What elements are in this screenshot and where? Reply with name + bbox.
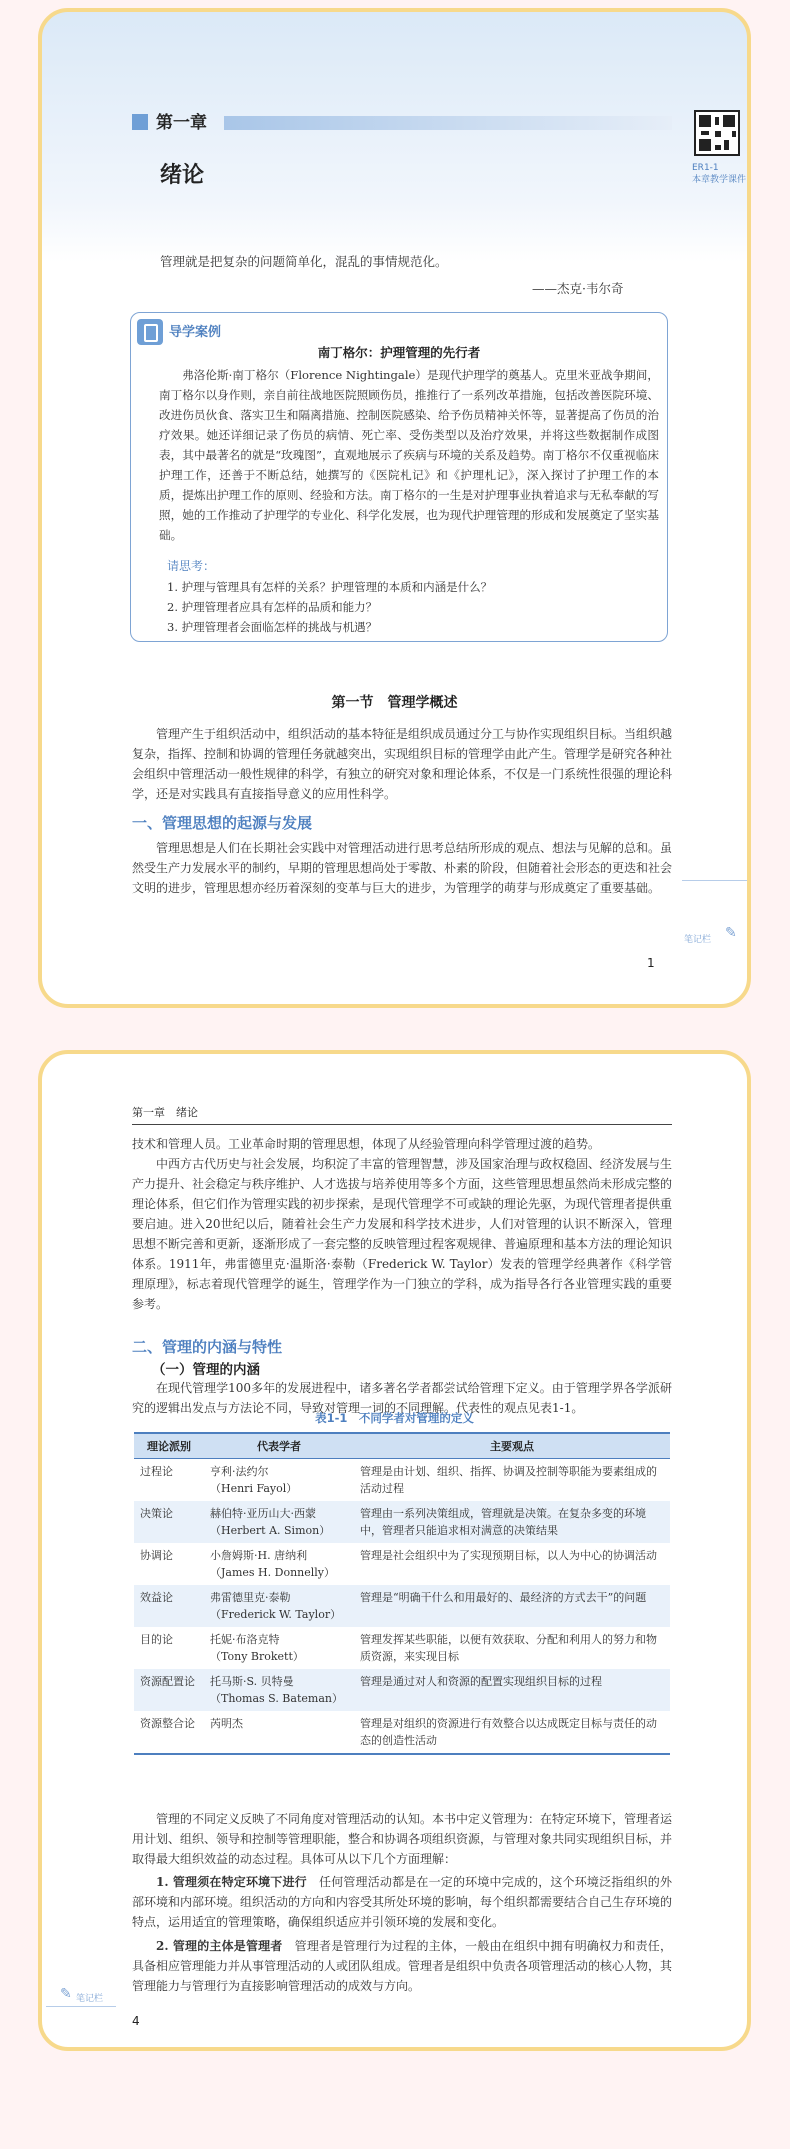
school-cell: 过程论: [140, 1465, 173, 1478]
table-row: [134, 1501, 670, 1543]
scholar-name-en: （Thomas S. Bateman）: [210, 1692, 343, 1705]
definition-paragraph: 在现代管理学100多年的发展进程中，诸多著名学者都尝试给管理下定义。由于管理学界各学派研究的逻辑出发点与方法论不同，导致对管理一词的不同理解。代表性的观点见表1-1。: [132, 1381, 672, 1415]
point-1-text: 任何管理活动都是在一定的环境中完成的，这个环境泛指组织的外部环境和内部环境。组织活动的方向和内容受其所处环境的影响，每个组织都需要结合自己生存环境的特点，运用适宜的管理策略，确保组织适应并引领环境的发展和变化。: [132, 1875, 673, 1929]
question-item: 3. 护理管理者会面临怎样的挑战与机遇？: [167, 620, 378, 634]
school-cell: 资源整合论: [140, 1717, 195, 1730]
scholar-name: 托妮·布洛克特: [210, 1633, 280, 1646]
table-header-row: [134, 1433, 670, 1459]
scholar-name-en: （Herbert A. Simon）: [210, 1524, 331, 1537]
table-row: [134, 1543, 670, 1585]
question-list: [167, 577, 647, 637]
school-cell: 目的论: [140, 1633, 173, 1646]
view-cell: 管理是对组织的资源进行有效整合以达成既定目标与责任的动态的创造性活动: [360, 1717, 657, 1747]
resource-label: 本章教学课件: [692, 175, 747, 185]
section-title: 第一节 管理学概述: [331, 695, 458, 711]
epigraph-quote: 管理就是把复杂的问题简单化，混乱的事情规范化。: [160, 254, 448, 269]
case-study-box: [130, 312, 668, 642]
qr-code-icon[interactable]: [694, 110, 740, 156]
continued-paragraph: 技术和管理人员。工业革命时期的管理思想，体现了从经验管理向科学管理过渡的趋势。: [132, 1137, 601, 1151]
question-item: 1. 护理与管理具有怎样的关系？护理管理的本质和内涵是什么？: [167, 580, 493, 594]
chapter-stripe: [224, 116, 672, 130]
scholar-cell: [204, 1501, 354, 1543]
scholar-cell: [204, 1459, 354, 1502]
table-header-cell: 主要观点: [490, 1440, 534, 1453]
epigraph-author: ——杰克·韦尔奇: [532, 281, 624, 296]
running-head: 第一章 绪论: [132, 1106, 198, 1119]
table-row: [134, 1459, 670, 1502]
scholar-name-en: （Tony Brokett）: [210, 1650, 304, 1663]
definition-table: [134, 1432, 670, 1755]
table-row: [134, 1711, 670, 1754]
question-item: 2. 护理管理者应具有怎样的品质和能力？: [167, 600, 378, 614]
table-header-cell: 理论派别: [147, 1440, 191, 1453]
note-label: 笔记栏: [684, 935, 712, 945]
point-1-title: 1. 管理须在特定环境下进行: [156, 1875, 307, 1889]
scholar-name-en: （Frederick W. Taylor）: [210, 1608, 342, 1621]
school-cell: 协调论: [140, 1549, 173, 1562]
scholar-cell: [204, 1585, 354, 1627]
scholar-name: 弗雷德里克·泰勒: [210, 1591, 291, 1604]
think-heading: 请思考：: [167, 559, 216, 573]
scholar-name: 托马斯·S. 贝特曼: [210, 1675, 294, 1688]
table-caption: 表1-1 不同学者对管理的定义: [315, 1411, 474, 1425]
pencil-icon: ✎: [725, 925, 737, 941]
chapter-header-bar: [132, 112, 672, 134]
scholar-name-en: （James H. Donnelly）: [210, 1566, 336, 1579]
sub-subsection-heading: （一）管理的内涵: [152, 1362, 260, 1378]
pencil-icon: ✎: [60, 1986, 72, 2002]
point-2-title: 2. 管理的主体是管理者: [156, 1939, 283, 1953]
school-cell: 决策论: [140, 1507, 173, 1520]
scholar-name: 芮明杰: [210, 1717, 243, 1730]
summary-paragraph: 管理的不同定义反映了不同角度对管理活动的认知。本书中定义管理为：在特定环境下，管理者运用计划、组织、领导和控制等管理职能，整合和协调各项组织资源，与管理对象共同实现组织目标，并取得最大组织效益的动态过程。具体可从以下几个方面理解：: [132, 1812, 673, 1866]
view-cell: 管理由一系列决策组成，管理就是决策。在复杂多变的环境中，管理者只能追求相对满意的决策结果: [360, 1507, 646, 1537]
scholar-name: 小詹姆斯·H. 唐纳利: [210, 1549, 308, 1562]
intro-paragraph: 管理产生于组织活动中，组织活动的基本特征是组织成员通过分工与协作实现组织目标。当组织越复杂，指挥、控制和协调的管理任务就越突出，实现组织目标的管理学由此产生。管理学是研究各种社会组织中管理活动一般性规律的科学，有独立的研究对象和理论体系，不仅是一门系统性很强的理论科学，还是对实践具有直接指导意义的应用性科学。: [132, 727, 673, 801]
document-icon: [137, 319, 163, 345]
note-divider: [46, 2006, 116, 2007]
scholar-name: 赫伯特·亚历山大·西蒙: [210, 1507, 316, 1520]
view-cell: 管理是通过对人和资源的配置实现组织目标的过程: [360, 1675, 602, 1688]
table-row: [134, 1669, 670, 1711]
point-1: [132, 1872, 672, 1932]
resource-code[interactable]: [692, 162, 751, 186]
scholar-name-en: （Henri Fayol）: [210, 1482, 298, 1495]
chapter-label: 第一章: [156, 113, 207, 133]
page-2: [38, 1050, 751, 2051]
note-divider: [682, 880, 751, 881]
point-2-text: 管理者是管理行为过程的主体，一般由在组织中拥有明确权力和责任，具备相应管理能力并从事管理活动的人或团队组成。管理者是组织中负责各项管理活动的核心人物，其管理能力与管理行为直接影响管理活动的成效与方向。: [132, 1939, 673, 1993]
case-text: 弗洛伦斯·南丁格尔（Florence Nightingale）是现代护理学的奠基人。克里米亚战争期间，南丁格尔以身作则，亲自前往战地医院照顾伤员，推推行了一系列改革措施，包括改善医院环境、改进伤员伙食、落实卫生和隔离措施、控制医院感染、给予伤员精神关怀等，显著提高了伤员的治疗效果。她还详细记录了伤员的病情、死亡率、受伤类型以及治疗效果，并将这些数据制作成图表，其中最著名的就是“玫瑰图”，直观地展示了疾病与环境的关系及趋势。南丁格尔不仅重视临床护理工作，还善于不断总结，她撰写的《医院札记》和《护理札记》，深入探讨了护理工作的本质，提炼出护理工作的原则、经验和方法。南丁格尔的一生是对护理事业执着追求与无私奉献的写照，她的工作推动了护理学的专业化、科学化发展，也为现代护理管理的形成和发展奠定了坚实基础。: [159, 368, 659, 542]
subsection-heading: 二、管理的内涵与特性: [132, 1338, 283, 1356]
origin-paragraph: 管理思想是人们在长期社会实践中对管理活动进行思考总结所形成的观点、想法与见解的总和。虽然受生产力发展水平的制约，早期的管理思想尚处于零散、朴素的阶段，但随着社会形态的更迭和社会文明的进步，管理思想亦经历着深刻的变革与巨大的进步，为管理学的萌芽与形成奠定了重要基础。: [132, 841, 673, 895]
note-label: 笔记栏: [76, 1994, 104, 2004]
table-row: [134, 1627, 670, 1669]
chapter-marker: [132, 114, 148, 130]
page-1: [38, 8, 751, 1008]
table-row: [134, 1585, 670, 1627]
point-2: [132, 1936, 672, 1996]
scholar-cell: [204, 1669, 354, 1711]
running-head-rule: [132, 1124, 672, 1125]
page-number: 4: [132, 2014, 140, 2028]
view-cell: 管理是社会组织中为了实现预期目标，以人为中心的协调活动: [360, 1549, 657, 1562]
school-cell: 效益论: [140, 1591, 173, 1604]
subsection-heading: 一、管理思想的起源与发展: [132, 814, 313, 832]
history-paragraph: 中西方古代历史与社会发展，均积淀了丰富的管理智慧，涉及国家治理与政权稳固、经济发展与生产力提升、社会稳定与秩序维护、人才选拔与培养使用等多个方面，这些管理思想虽然尚未形成完整的理论体系，但它们作为管理实践的初步探索，是现代管理学不可或缺的理论先驱，为现代管理者提供重要启迪。进入20世纪以后，随着社会生产力发展和科学技术进步，人们对管理的认识不断深入，管理思想不断完善和更新，逐渐形成了一套完整的反映管理过程客观规律、普遍原理和基本方法的理论知识体系。1911年，弗雷德里克·温斯洛·泰勒（Frederick W. Taylor）发表的管理学经典著作《科学管理原理》，标志着现代管理学的诞生，管理学作为一门独立的学科，成为指导各行各业管理实践的重要参考。: [132, 1157, 673, 1311]
scholar-cell: [204, 1711, 354, 1754]
scholar-name: 亨利·法约尔: [210, 1465, 269, 1478]
school-cell: 资源配置论: [140, 1675, 195, 1688]
case-title: 南丁格尔：护理管理的先行者: [317, 345, 481, 360]
scholar-cell: [204, 1627, 354, 1669]
view-cell: 管理发挥某些职能，以便有效获取、分配和利用人的努力和物质资源，来实现目标: [360, 1633, 657, 1663]
view-cell: 管理是“明确干什么和用最好的、最经济的方式去干”的问题: [360, 1591, 647, 1604]
page-number: 1: [647, 956, 655, 970]
resource-code-text: ER1-1: [692, 163, 719, 173]
table-header-cell: 代表学者: [257, 1440, 301, 1453]
chapter-title: 绪论: [160, 163, 205, 188]
view-cell: 管理是由计划、组织、指挥、协调及控制等职能为要素组成的活动过程: [360, 1465, 657, 1495]
scholar-cell: [204, 1543, 354, 1585]
case-tag: 导学案例: [169, 325, 222, 340]
